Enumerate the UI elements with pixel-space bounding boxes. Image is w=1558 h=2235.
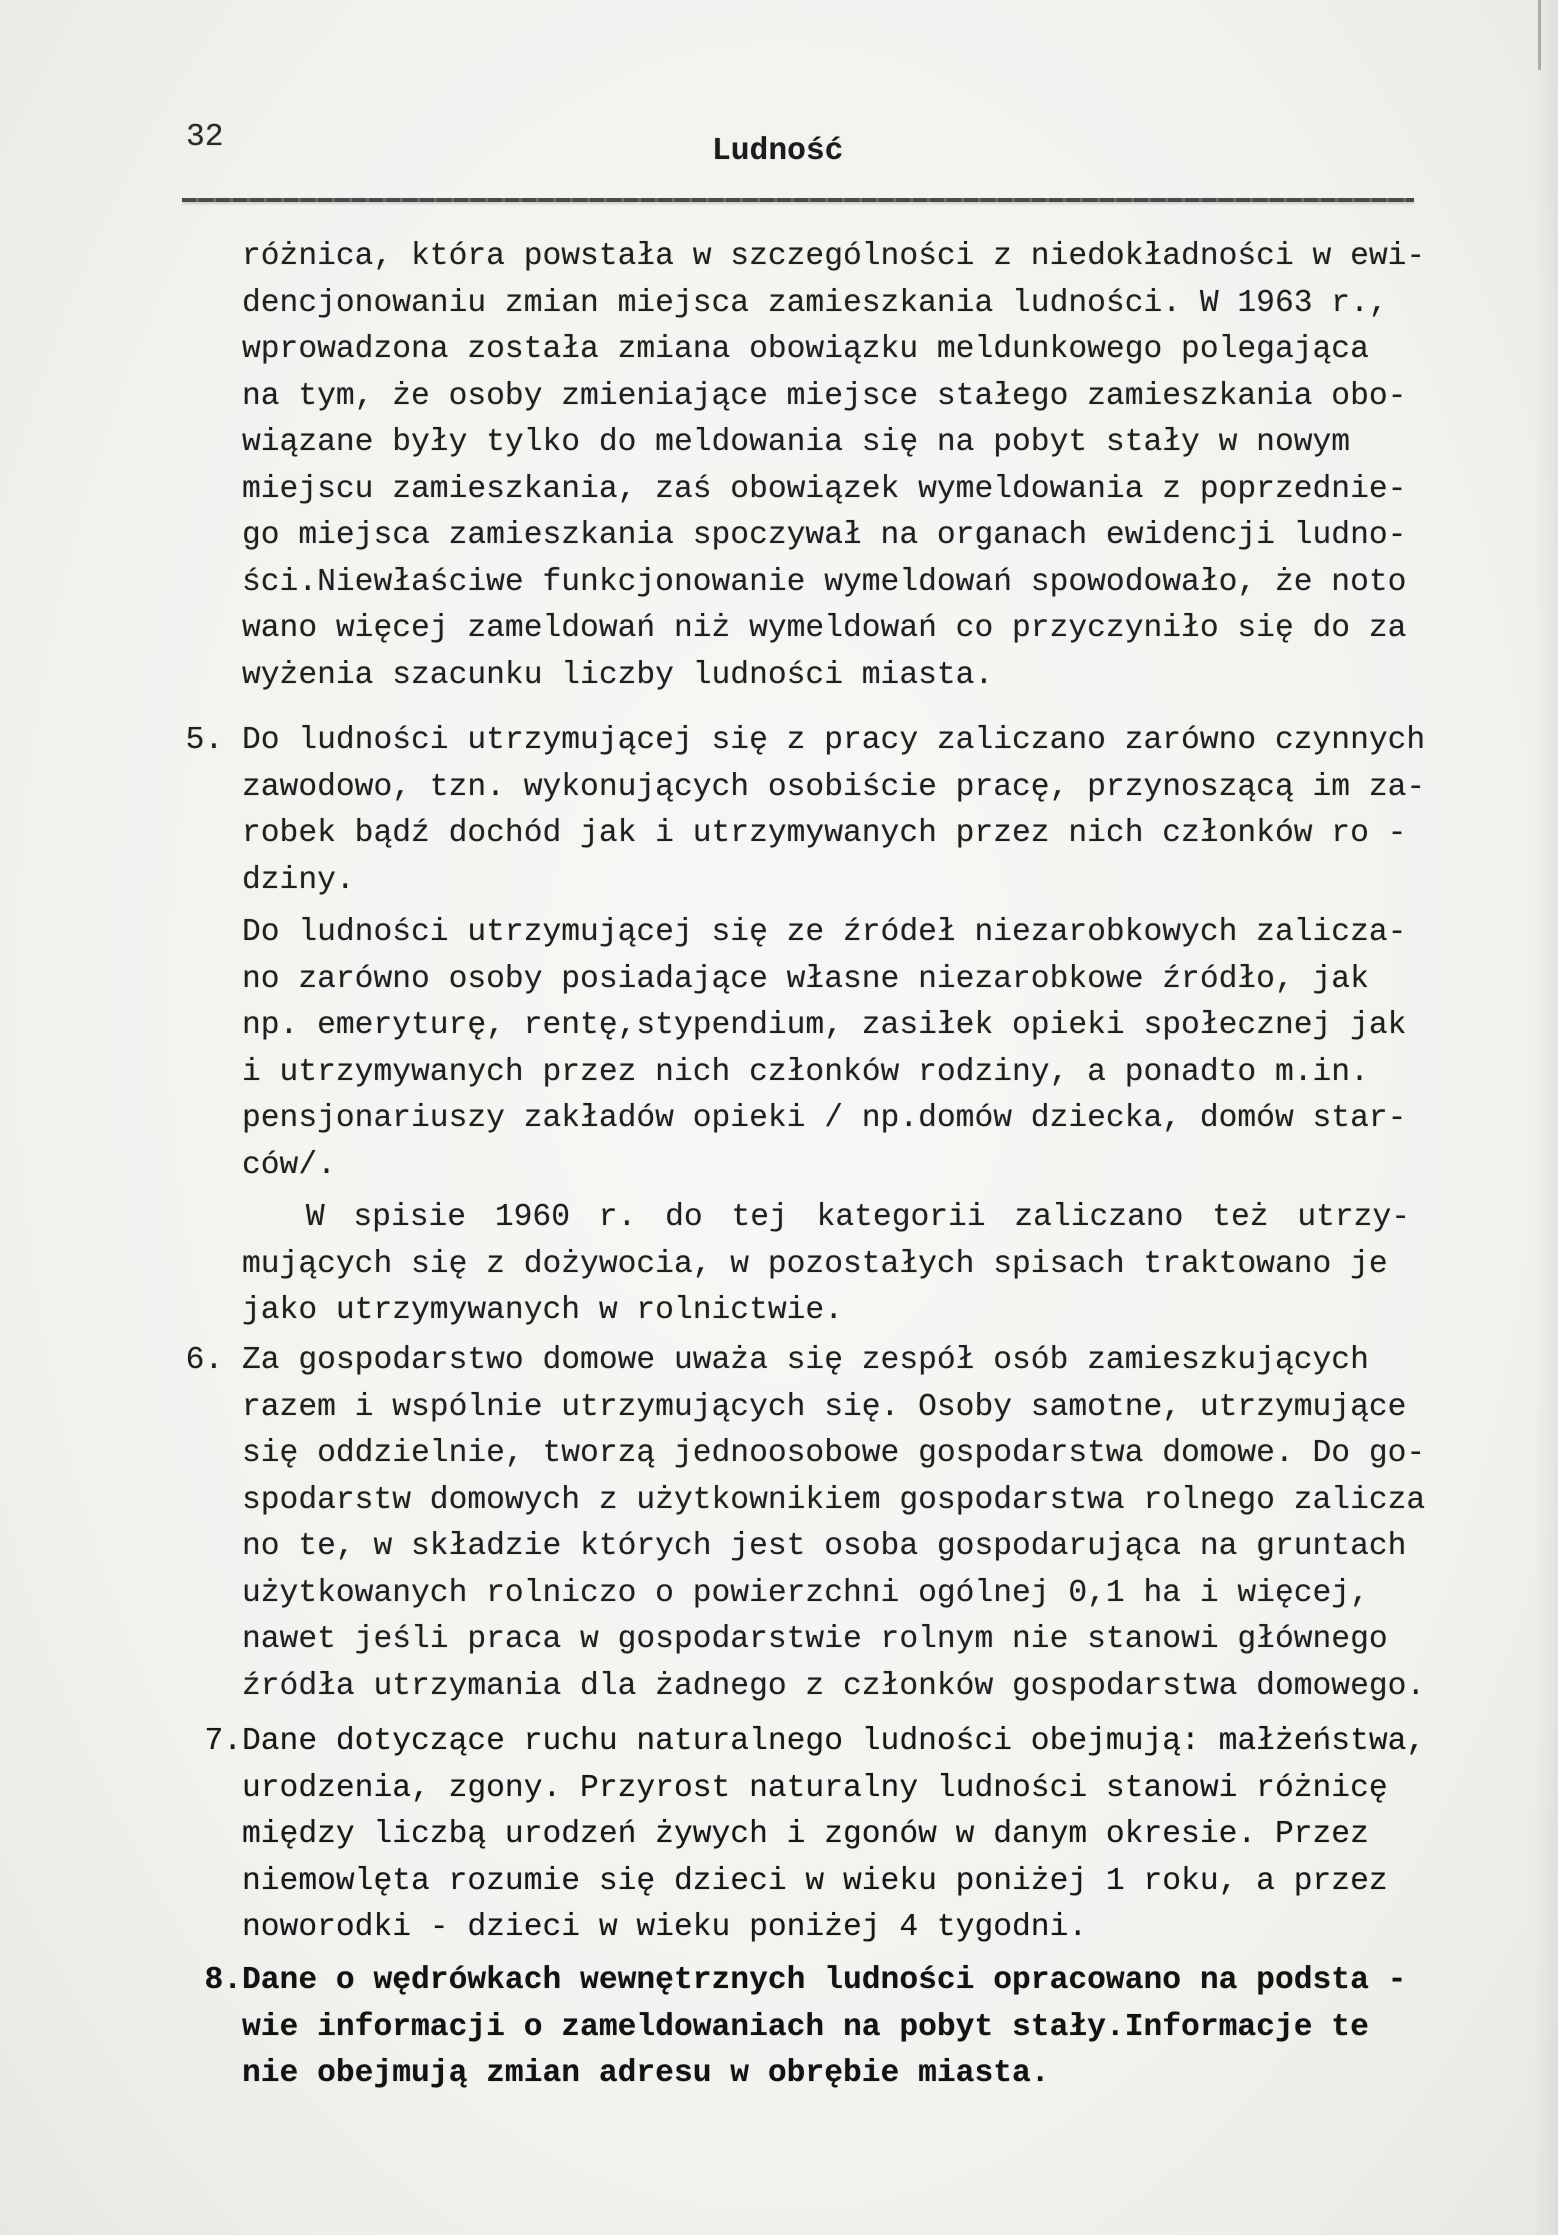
text-line: niemowlęta rozumie się dzieci w wieku poniżej 1 roku, a przez [242, 1863, 1388, 1899]
text-line: spodarstw domowych z użytkownikiem gospodarstwa rolnego zalicza [242, 1482, 1426, 1518]
note-6 [185, 1338, 1492, 1710]
running-title: Ludność [712, 134, 844, 169]
text-line: Za gospodarstwo domowe uważa się zespół osób zamieszkujących [242, 1343, 1369, 1378]
text-line: np. emeryturę, rentę,stypendium, zasiłek opieki społecznej jak [242, 1008, 1407, 1043]
page-number: 32 [186, 120, 224, 155]
text-line: no zarówno osoby posiadające własne niezarobkowe źródło, jak [242, 961, 1369, 997]
text-line: na tym, że osoby zmieniające miejsce stałego zamieszkania obo- [242, 378, 1407, 414]
text-line: Do ludności utrzymującej się z pracy zaliczano zarówno czynnych [242, 723, 1426, 758]
text-line: użytkowanych rolniczo o powierzchni ogólnej 0,1 ha i więcej, [242, 1575, 1369, 1611]
text-line: nie obejmują zmian adresu w obrębie miasta. [242, 2056, 1050, 2091]
note-number: 5. [185, 723, 224, 758]
note-number: 8. [204, 1963, 243, 1998]
note-5 [185, 718, 1492, 1335]
text-line: ców/. [242, 1147, 336, 1183]
text-line: W spisie 1960 r. do tej kategorii zaliczano też utrzy- [305, 1200, 1411, 1235]
header-rule [182, 198, 1414, 202]
text-line: i utrzymywanych przez nich członków rodziny, a ponadto m.in. [242, 1054, 1369, 1090]
text-line: Dane o wędrówkach wewnętrznych ludności opracowano na podsta - [242, 1963, 1407, 1998]
note-8 [204, 1958, 1492, 2098]
text-line: się oddzielnie, tworzą jednoosobowe gospodarstwa domowe. Do go- [242, 1436, 1426, 1471]
text-line: robek bądź dochód jak i utrzymywanych przez nich członków ro - [242, 816, 1407, 851]
text-line: pensjonariuszy zakładów opieki / np.domów dziecka, domów star- [242, 1101, 1407, 1136]
text-line: dziny. [242, 862, 355, 898]
scan-edge-shadow [1532, 0, 1558, 2235]
text-line: go miejsca zamieszkania spoczywał na organach ewidencji ludno- [242, 518, 1407, 553]
text-line: wano więcej zameldowań niż wymeldowań co przyczyniło się do za [242, 611, 1407, 646]
text-line: Dane dotyczące ruchu naturalnego ludności obejmują: małżeństwa, [242, 1724, 1426, 1759]
text-line: wie informacji o zameldowaniach na pobyt stały.Informacje te [242, 2009, 1369, 2045]
text-line: miejscu zamieszkania, zaś obowiązek wymeldowania z poprzednie- [242, 471, 1407, 507]
note-number: 6. [185, 1343, 224, 1378]
text-line: urodzenia, zgony. Przyrost naturalny ludności stanowi różnicę [242, 1770, 1388, 1806]
intro-paragraph [242, 234, 1492, 699]
text-line: dencjonowaniu zmian miejsca zamieszkania ludności. W 1963 r., [242, 285, 1388, 321]
text-line: Do ludności utrzymującej się ze źródeł niezarobkowych zalicza- [242, 915, 1407, 950]
text-line: jako utrzymywanych w rolnictwie. [242, 1293, 843, 1328]
text-line: wyżenia szacunku liczby ludności miasta. [242, 657, 994, 693]
text-line: mujących się z dożywocia, w pozostałych spisach traktowano je [242, 1246, 1388, 1282]
scan-artifact-streak [1538, 0, 1541, 70]
text-line: ści.Niewłaściwe funkcjonowanie wymeldowań spowodowało, że noto [242, 564, 1407, 600]
text-line: różnica, która powstała w szczególności z niedokładności w ewi- [242, 239, 1426, 274]
text-line: źródła utrzymania dla żadnego z członków gospodarstwa domowego. [242, 1668, 1426, 1704]
text-line: razem i wspólnie utrzymujących się. Osoby samotne, utrzymujące [242, 1389, 1407, 1425]
text-line: noworodki - dzieci w wieku poniżej 4 tygodni. [242, 1910, 1088, 1945]
text-line: wiązane były tylko do meldowania się na pobyt stały w nowym [242, 425, 1351, 460]
text-line: wprowadzona została zmiana obowiązku meldunkowego polegająca [242, 332, 1369, 367]
note-number: 7. [204, 1724, 243, 1759]
text-line: no te, w składzie których jest osoba gospodarująca na gruntach [242, 1529, 1407, 1564]
text-line: zawodowo, tzn. wykonujących osobiście pracę, przynoszącą im za- [242, 769, 1426, 805]
note-7 [204, 1719, 1492, 1952]
text-line: między liczbą urodzeń żywych i zgonów w danym okresie. Przez [242, 1817, 1369, 1852]
text-line: nawet jeśli praca w gospodarstwie rolnym nie stanowi głównego [242, 1622, 1388, 1657]
